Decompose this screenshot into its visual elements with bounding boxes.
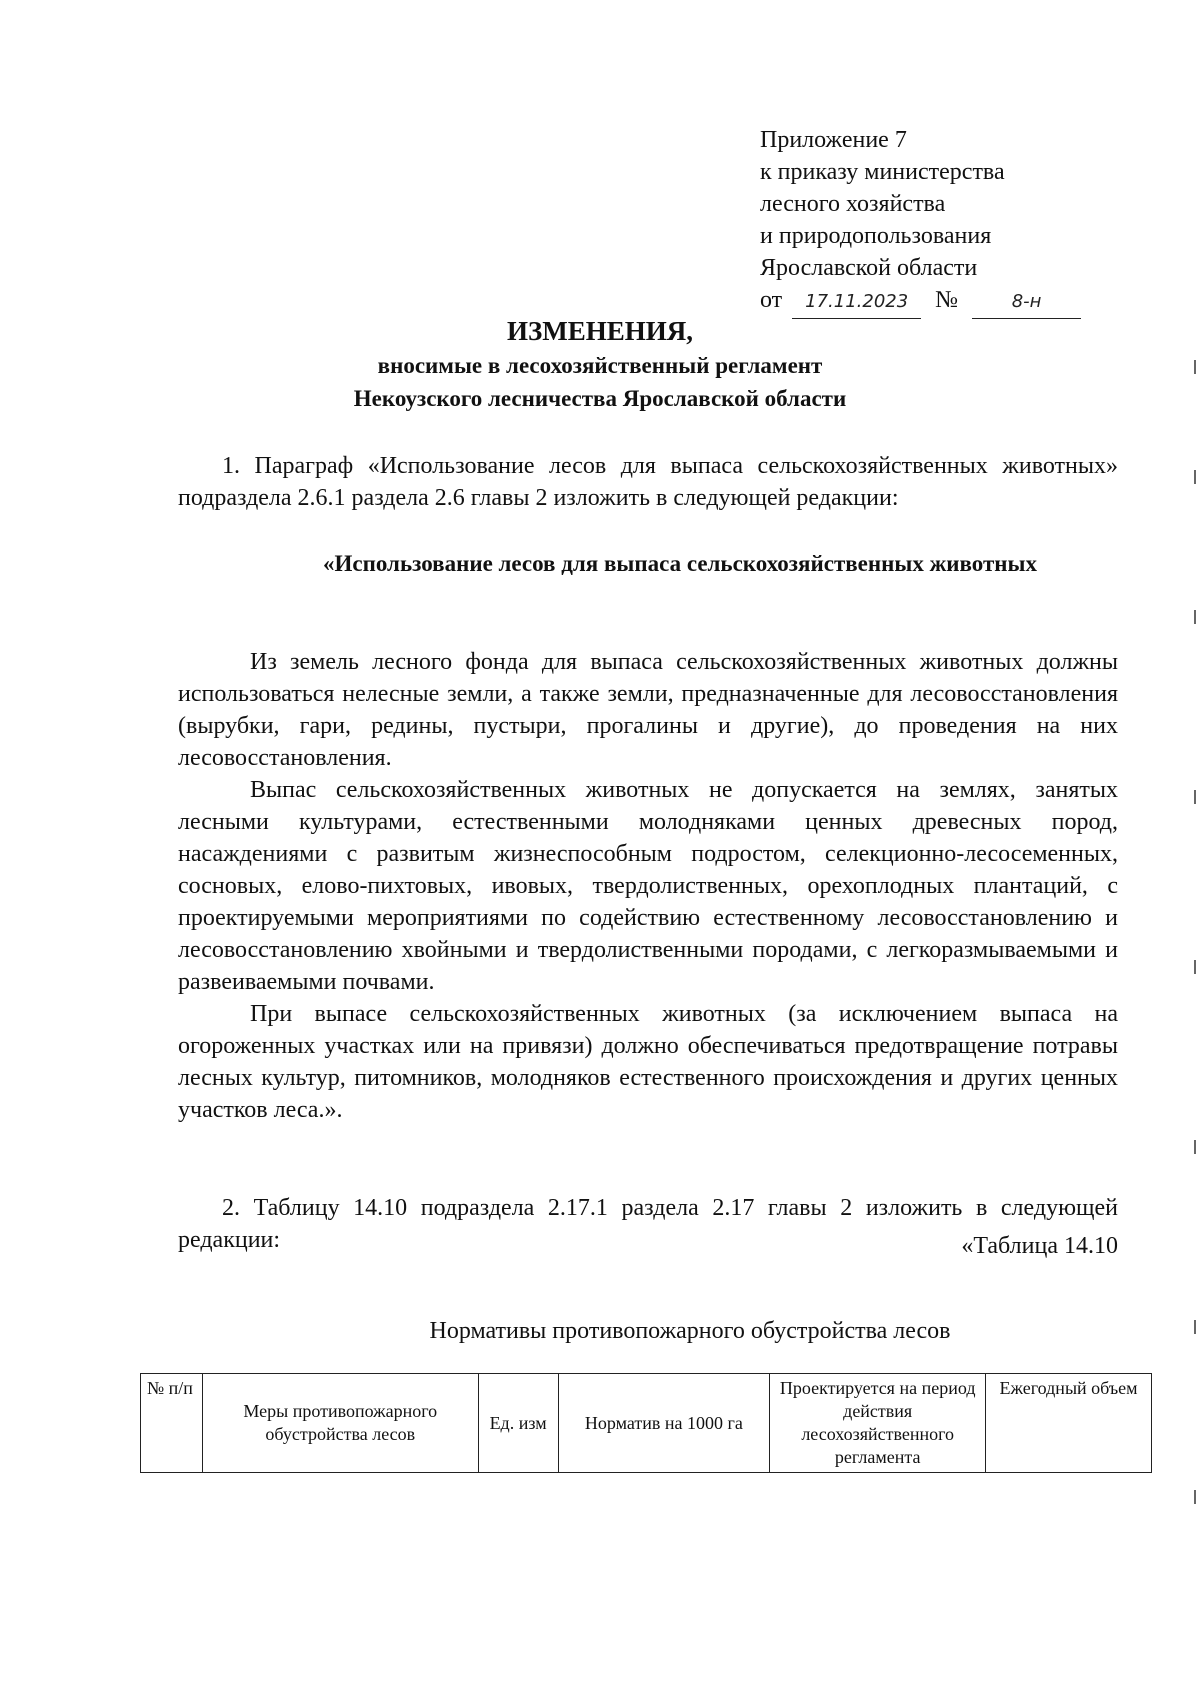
- paragraph: Из земель лесного фонда для выпаса сельскохозяйственных животных должны использоваться нелесные земли, а также земли, предназначенные для лесовосстановления (вырубки, гари, редины, пустыри, прогалины и другие), до проведения на них лесовосстановления.: [178, 649, 1118, 771]
- header-cell-unit: Ед. изм: [478, 1374, 558, 1473]
- from-label: от: [760, 287, 783, 313]
- annex-reference: [760, 124, 1180, 319]
- header-cell-norm: Норматив на 1000 га: [558, 1374, 770, 1473]
- number-field: [972, 284, 1081, 319]
- handwritten-number: 8-н: [1011, 291, 1042, 312]
- paragraph: 2. Таблицу 14.10 подраздела 2.17.1 раздела 2.17 главы 2 изложить в следующей редакции:: [178, 1195, 1118, 1253]
- number-label: №: [935, 287, 959, 313]
- annex-line: к приказу министерства: [760, 159, 1005, 185]
- header-cell-annual-volume: Ежегодный объем: [986, 1374, 1152, 1473]
- header-cell-projected: Проектируется на период действия лесохозяйственного регламента: [770, 1374, 986, 1473]
- table-header-row: [141, 1374, 1152, 1473]
- annex-line: Ярославской области: [760, 255, 978, 281]
- document-title: ИЗМЕНЕНИЯ,: [506, 316, 693, 346]
- annex-date-number-line: [760, 284, 1180, 319]
- section-1-heading: «Использование лесов для выпаса сельскохозяйственных животных: [323, 551, 1037, 576]
- paragraph: При выпасе сельскохозяйственных животных (за исключением выпаса на огороженных участках или на привязи) должно обеспечиваться предотвращение потравы лесных культур, питомников, молодняков естественного происхождения и других ценных участков леса.».: [178, 1001, 1118, 1123]
- handwritten-date: 17.11.2023: [805, 291, 909, 312]
- document-subtitle: Некоузского лесничества Ярославской области: [353, 386, 847, 411]
- paragraph: Выпас сельскохозяйственных животных не допускается на землях, занятых лесными культурами, естественными молодняками ценных древесных пород, насаждениями с развитым жизнеспособным подростом, селекционно-лесосеменных, сосновых, елово-пихтовых, ивовых, твердолиственных, орехоплодных плантаций, с проектируемыми мероприятиями по содействию естественному лесовосстановлению и лесовосстановлению хвойными и твердолиственными породами, с легкоразмываемыми и развеиваемыми почвами.: [178, 777, 1118, 995]
- table-label: «Таблица 14.10: [961, 1233, 1118, 1259]
- section-1-body: [178, 646, 1118, 1126]
- header-cell-measures: Меры противопожарного обустройства лесов: [202, 1374, 478, 1473]
- document-subtitle: вносимые в лесохозяйственный регламент: [377, 353, 823, 378]
- annex-line: Приложение 7: [760, 127, 907, 153]
- norms-table: [140, 1373, 1152, 1473]
- table-title: [0, 1318, 1200, 1345]
- paragraph: 1. Параграф «Использование лесов для выпаса сельскохозяйственных животных» подраздела 2.6.1 раздела 2.6 главы 2 изложить в следующей редакции:: [178, 453, 1118, 511]
- annex-line: и природопользования: [760, 223, 992, 249]
- table-title-text: Нормативы противопожарного обустройства лесов: [429, 1318, 951, 1344]
- header-cell-number: № п/п: [141, 1374, 203, 1473]
- section-1-text: [178, 450, 1118, 514]
- annex-line: лесного хозяйства: [760, 191, 946, 217]
- date-field: [792, 284, 921, 319]
